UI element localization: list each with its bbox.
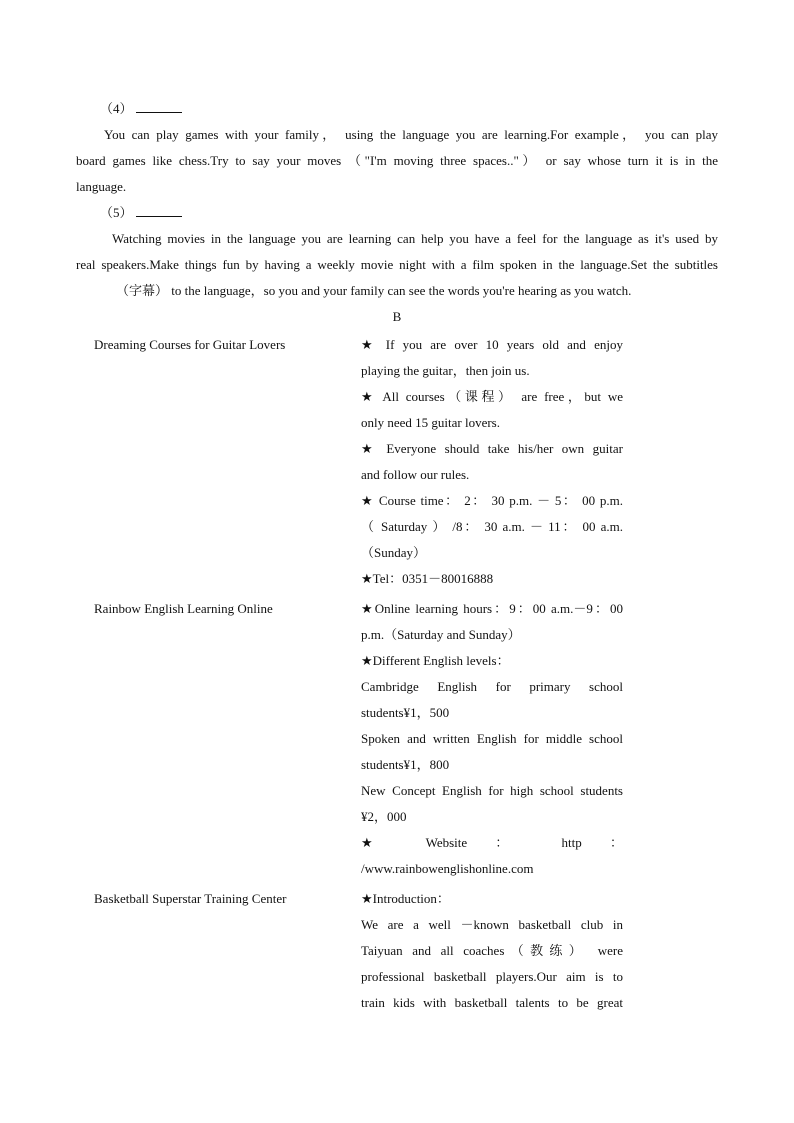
course-guitar-line: only need 15 guitar lovers. xyxy=(361,415,500,430)
course-basketball-line: We are a well －known basketball club in xyxy=(361,917,623,932)
course-guitar-line: ★ Course time： 2： 30 p.m. － 5： 00 p.m. xyxy=(361,493,623,508)
course-basketball-line: Taiyuan and all coaches（教练） were xyxy=(361,943,623,958)
course-english-line: ★Online learning hours：9：00 a.m.－9：00 xyxy=(361,601,623,616)
course-english-line: ¥2，000 xyxy=(361,809,407,824)
course-guitar-line: （ Saturday ） /8： 30 a.m. － 11： 00 a.m. xyxy=(361,519,623,534)
course-basketball-line: ★Introduction： xyxy=(361,891,450,906)
course-guitar-line: playing the guitar，then join us. xyxy=(361,363,530,378)
course-guitar-line: and follow our rules. xyxy=(361,467,470,482)
course-guitar-line: （Sunday） xyxy=(361,545,427,560)
item-5-label: （5） xyxy=(100,205,182,221)
course-english-line: p.m.（Saturday and Sunday） xyxy=(361,627,521,642)
course-guitar-line: ★ If you are over 10 years old and enjoy xyxy=(361,337,623,352)
course-name-rainbow-english: Rainbow English Learning Online xyxy=(94,601,273,616)
course-english-line: students¥1，800 xyxy=(361,757,450,772)
course-name-basketball: Basketball Superstar Training Center xyxy=(94,891,287,906)
course-guitar-line: ★ All courses（课程） are free，but we xyxy=(361,389,623,404)
item-4-line-3: language. xyxy=(76,179,127,194)
course-english-website-label: ★ Website ： http ： xyxy=(361,835,623,850)
section-b-heading: B xyxy=(392,309,402,324)
item-4-line-1: You can play games with your family， using the language you are learning.For example， you can play xyxy=(104,127,718,142)
item-4-line-2: board games like chess.Try to say your moves （"I'm moving three spaces.."） or say whose turn it is in the xyxy=(76,153,718,168)
course-english-website-url[interactable]: /www.rainbowenglishonline.com xyxy=(361,861,534,876)
course-english-line: Spoken and written English for middle school xyxy=(361,731,623,746)
item-5-line-3: （字幕） to the language，so you and your family can see the words you're hearing as you watch. xyxy=(116,283,632,298)
course-basketball-line: train kids with basketball talents to be great xyxy=(361,995,623,1010)
course-english-line: Cambridge English for primary school xyxy=(361,679,623,694)
answer-blank-5[interactable] xyxy=(136,205,182,217)
course-english-line: students¥1，500 xyxy=(361,705,450,720)
course-basketball-line: professional basketball players.Our aim is to xyxy=(361,969,623,984)
course-guitar-tel: ★Tel：0351－80016888 xyxy=(361,571,494,586)
answer-blank-4[interactable] xyxy=(136,101,182,113)
course-english-line: ★Different English levels： xyxy=(361,653,510,668)
item-4-label: （4） xyxy=(100,101,182,117)
course-guitar-line: ★ Everyone should take his/her own guitar xyxy=(361,441,623,456)
item-5-line-1: Watching movies in the language you are learning can help you have a feel for the language as it's used by xyxy=(112,231,718,246)
course-english-line: New Concept English for high school students xyxy=(361,783,623,798)
item-5-line-2: real speakers.Make things fun by having a weekly movie night with a film spoken in the language.Set the subtitles xyxy=(76,257,718,272)
course-name-guitar: Dreaming Courses for Guitar Lovers xyxy=(94,337,286,352)
